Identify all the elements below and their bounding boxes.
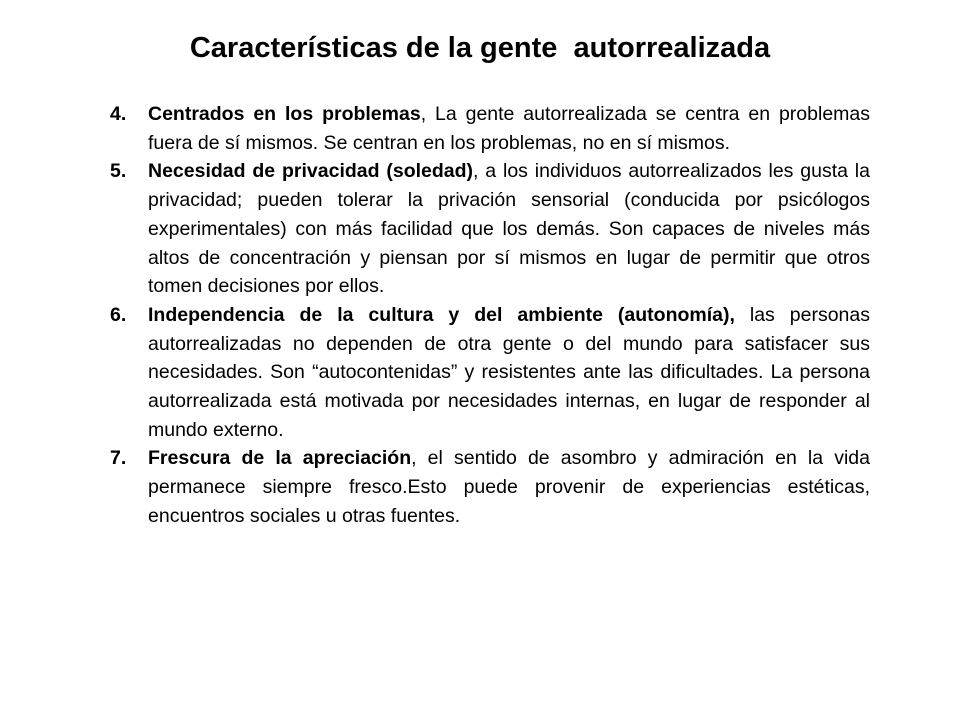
item-text: las personas autorrealizadas no dependen de otra gente o del mundo para satisfacer sus necesidades. Son “autocontenidas” y resistentes ante las dificultades. La persona autorrealizada está motivada por necesidades internas, en lugar de responder al mundo externo.	[148, 303, 870, 441]
list-item	[110, 157, 870, 301]
item-heading: Centrados en los problemas	[148, 103, 421, 125]
item-text: , La gente autorrealizada se centra en problemas fuera de sí mismos. Se centran en los problemas, no en sí mismos.	[148, 103, 871, 154]
item-number: 4.	[110, 103, 127, 125]
characteristics-list	[110, 100, 870, 531]
list-item	[110, 301, 870, 445]
item-heading: Independencia de la cultura y del ambiente (autonomía),	[148, 303, 735, 326]
item-heading: Frescura de la apreciación	[148, 447, 412, 470]
item-text: , a los individuos autorrealizados les gusta la privacidad; pueden tolerar la privación sensorial (conducida por psicólogos experimentales) con más facilidad que los demás. Son capaces de niveles más altos de concentración y piensan por sí mismos en lugar de permitir que otros tomen decisiones por ellos.	[148, 160, 870, 298]
item-number: 6.	[110, 303, 127, 326]
item-heading: Necesidad de privacidad (soledad)	[148, 160, 474, 183]
item-number: 7.	[110, 447, 127, 470]
item-text: , el sentido de asombro y admiración en la vida permanece siempre fresco.Esto puede provenir de experiencias estéticas, encuentros sociales u otras fuentes.	[148, 447, 870, 527]
item-number: 5.	[110, 160, 127, 183]
slide-title: Características de la gente autorrealizada	[189, 32, 771, 64]
list-item	[110, 444, 870, 530]
list-item	[110, 100, 870, 157]
